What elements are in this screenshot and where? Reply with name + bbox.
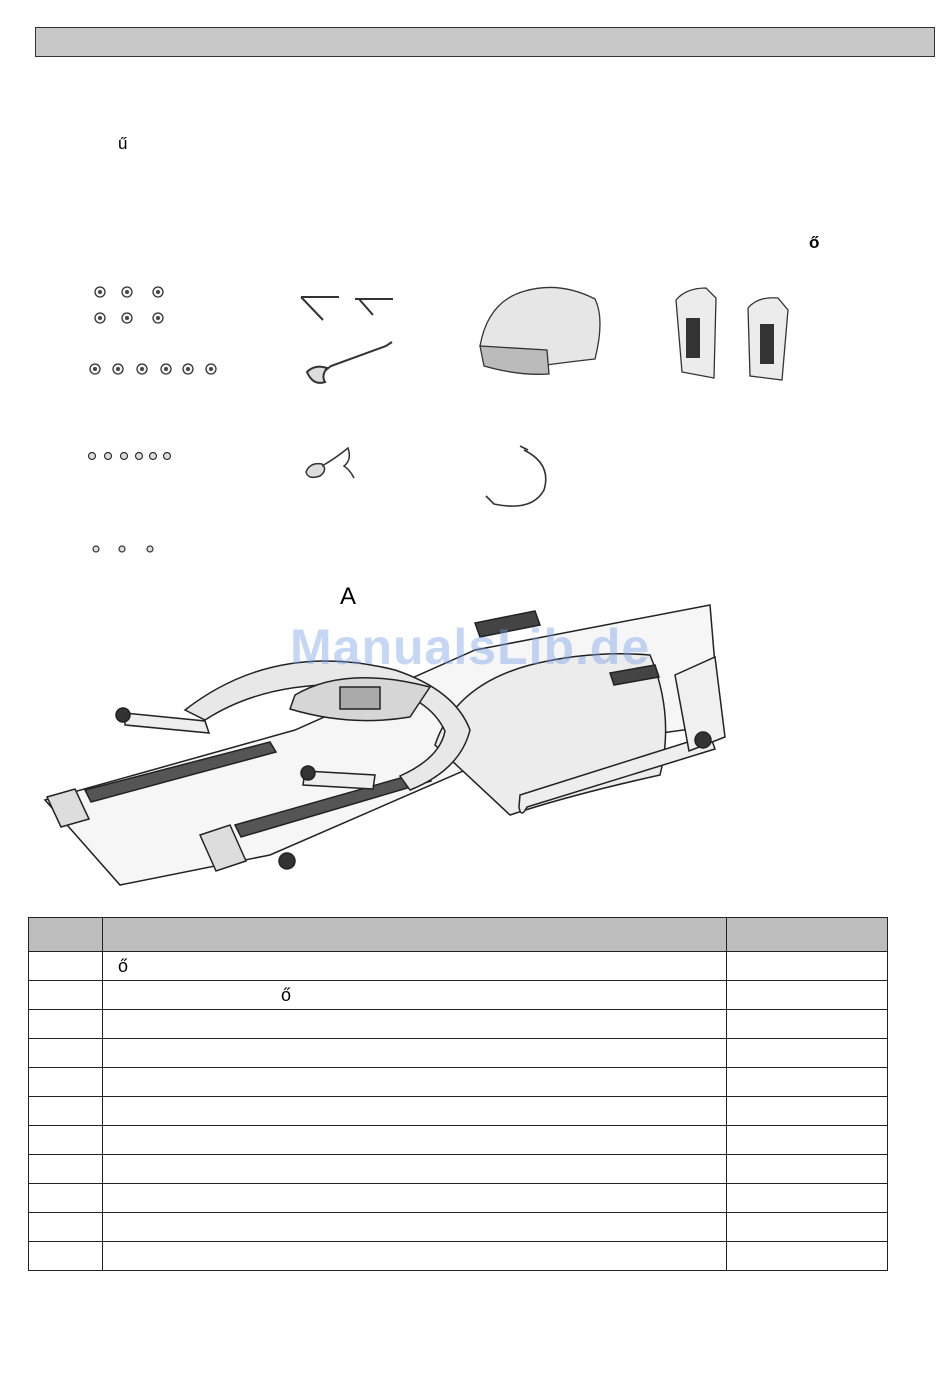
row-description [103, 1039, 727, 1068]
row-quantity [727, 952, 888, 981]
small-screws-illustration [84, 446, 184, 468]
row-description: ő [103, 981, 727, 1010]
side-cover-panels-illustration [668, 278, 808, 388]
row-number [29, 1010, 103, 1039]
bolts-and-washers-illustration [80, 278, 250, 388]
row-number [29, 1126, 103, 1155]
section-header-bar [35, 27, 935, 57]
row-description [103, 1155, 727, 1184]
row-quantity [727, 1242, 888, 1271]
row-quantity [727, 1213, 888, 1242]
row-number [29, 1068, 103, 1097]
row-number [29, 981, 103, 1010]
row-quantity [727, 1184, 888, 1213]
cable-illustration [472, 440, 562, 515]
parts-caption-glyph: ő [809, 233, 820, 252]
table-row [29, 1213, 888, 1242]
table-row [29, 1068, 888, 1097]
table-header-row [29, 918, 888, 952]
row-quantity [727, 1010, 888, 1039]
row-description [103, 1184, 727, 1213]
table-row [29, 1155, 888, 1184]
row-description [103, 1126, 727, 1155]
table-row [29, 1126, 888, 1155]
console-cover-illustration [470, 278, 610, 388]
table-row [29, 981, 888, 1010]
watermark-text: ManualsLib.de [290, 619, 651, 675]
table-row [29, 1039, 888, 1068]
header-quantity [727, 918, 888, 952]
row-quantity [727, 1097, 888, 1126]
row-number [29, 1039, 103, 1068]
tiny-screws-illustration [82, 538, 172, 560]
row-description [103, 1097, 727, 1126]
hex-keys-and-wrench-illustration [293, 275, 408, 400]
row-number [29, 1097, 103, 1126]
table-row [29, 1184, 888, 1213]
table-row [29, 1097, 888, 1126]
safety-key-illustration [298, 440, 368, 485]
row-description: ő [103, 952, 727, 981]
row-quantity [727, 1039, 888, 1068]
table-row [29, 1242, 888, 1271]
header-description [103, 918, 727, 952]
table-row [29, 952, 888, 981]
intro-text-glyph: ű [118, 134, 128, 153]
row-number [29, 952, 103, 981]
row-quantity [727, 1126, 888, 1155]
row-quantity [727, 981, 888, 1010]
row-quantity [727, 1155, 888, 1184]
row-description [103, 1242, 727, 1271]
row-number [29, 1242, 103, 1271]
parts-list-table [28, 917, 888, 1271]
row-number [29, 1213, 103, 1242]
row-description [103, 1213, 727, 1242]
table-row [29, 1010, 888, 1039]
row-description [103, 1010, 727, 1039]
row-description [103, 1068, 727, 1097]
drawing-label-a: A [340, 583, 357, 610]
row-number [29, 1184, 103, 1213]
row-quantity [727, 1068, 888, 1097]
header-number [29, 918, 103, 952]
row-number [29, 1155, 103, 1184]
